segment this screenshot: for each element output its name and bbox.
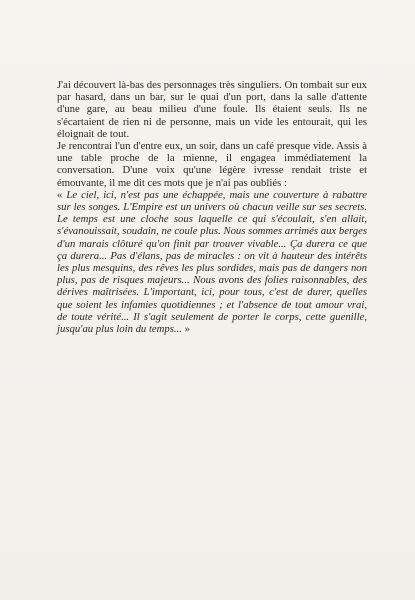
quoted-speech (57, 189, 367, 335)
paragraph-1: J'ai découvert là-bas des personnages très singuliers. On tombait sur eux par hasard, dans un bar, sur le quai d'un port, dans la salle d'attente d'une gare, au beau milieu d'une foule. Ils étaient seuls. Ils ne s'écartaient de rien ni de personne, mais un vide les entourait, qui les éloignait de tout. (57, 79, 367, 140)
page-text (57, 79, 367, 335)
quote-close-mark: » (181, 323, 190, 336)
quote-text: Le ciel, ici, n'est pas une échappée, mais une couverture à rabattre sur les songes. L'Empire est un univers où chacun veille sur ses secrets. Le temps est une cloche sous laquelle ce qui s'écoulait, s'en allait, s'évanouissait, soudain, ne coule plus. Nous sommes arrimés aux berges d'un marais clôturé qu'on finit par trouver vivable... Ça durera ce que ça durera... Pas d'élans, pas de miracles : on vit à hauteur des intérêts les plus mesquins, des rêves les plus sordides, mais pas de dangers non plus, pas de risques majeurs... Nous avons des folies raisonnables, des dérives maîtrisées. L'important, ici, pour tous, c'est de durer, quelles que soient les infamies quotidiennes ; et l'absence de tout amour vrai, de toute vérité... Il s'agit seulement de porter le corps, cette guenille, jusqu'au plus loin du temps... (57, 188, 368, 336)
quote-open-mark: « (57, 188, 67, 201)
paragraph-2: Je rencontrai l'un d'entre eux, un soir, dans un café presque vide. Assis à une table proche de la mienne, il engagea immédiatement la conversation. D'une voix qu'une légère ivresse rendait triste et émouvante, il me dit ces mots que je n'ai pas oubliés : (57, 140, 367, 189)
